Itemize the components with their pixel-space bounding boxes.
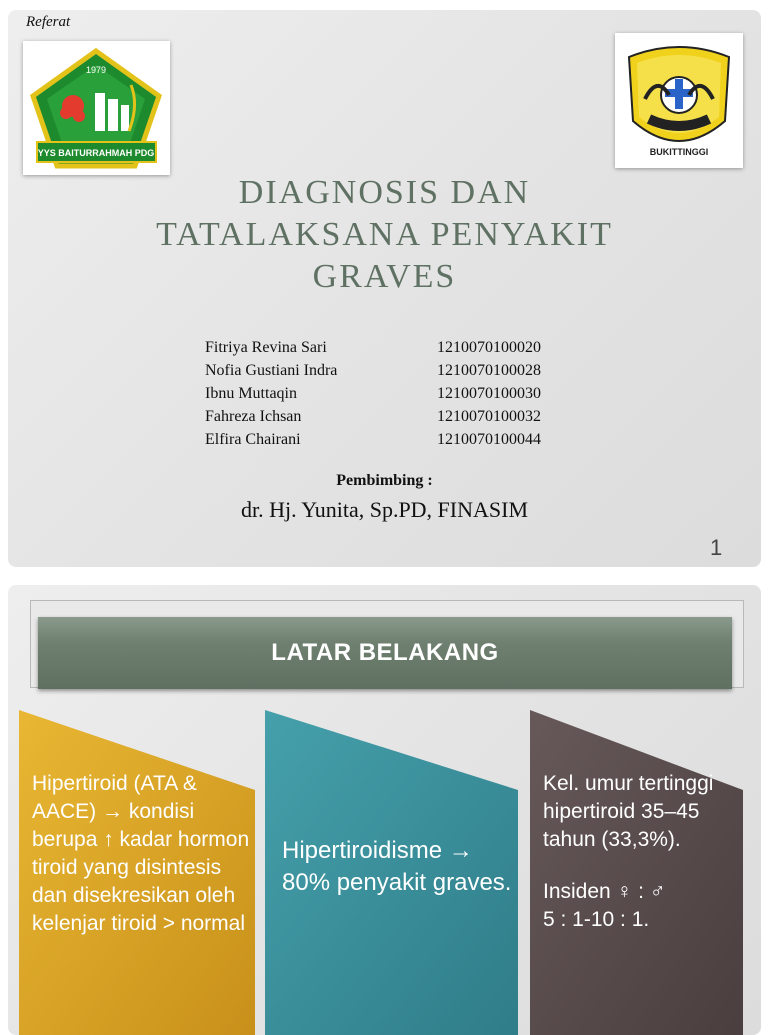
- svg-text:BUKITTINGGI: BUKITTINGGI: [649, 147, 709, 157]
- section-header: LATAR BELAKANG: [38, 617, 732, 689]
- title-line: GRAVES: [312, 258, 457, 295]
- author-name: Nofia Gustiani Indra: [205, 362, 338, 379]
- author-id: 1210070100030: [437, 385, 541, 402]
- epidemiology-box: [543, 770, 743, 934]
- page-number: 1: [710, 535, 723, 560]
- author-id: 1210070100032: [437, 408, 541, 425]
- age-group-text: Kel. umur tertinggi hipertiroid 35–45 tahun (33,3%).: [543, 772, 714, 851]
- author-list: [205, 336, 585, 451]
- author-name: Fitriya Revina Sari: [205, 339, 327, 356]
- title-slide: [8, 10, 761, 567]
- incidence-ratio: 5 : 1-10 : 1.: [543, 908, 650, 931]
- author-row: [205, 336, 585, 359]
- author-name: Elfira Chairani: [205, 431, 301, 448]
- graves-percentage: Hipertiroidisme → 80% penyakit graves.: [282, 837, 512, 896]
- title-line: TATALAKSANA PENYAKIT: [156, 216, 613, 253]
- slide-title: [8, 172, 761, 298]
- author-id: 1210070100044: [437, 431, 541, 448]
- svg-text:YYS BAITURRAHMAH PDG: YYS BAITURRAHMAH PDG: [37, 148, 155, 158]
- author-row: [205, 382, 585, 405]
- author-id: 1210070100028: [437, 362, 541, 379]
- hipertiroid-definition: Hipertiroid (ATA & AACE) → kondisi berupa ↑ kadar hormon tiroid yang disintesis dan disekresikan oleh kelenjar tiroid > normal: [32, 772, 250, 935]
- svg-text:1979: 1979: [85, 65, 107, 75]
- author-row: [205, 428, 585, 451]
- title-line: DIAGNOSIS DAN: [238, 174, 531, 211]
- author-row: [205, 359, 585, 382]
- pembimbing-label: Pembimbing :: [336, 472, 433, 489]
- referat-label: Referat: [26, 14, 71, 30]
- author-name: Ibnu Muttaqin: [205, 385, 297, 402]
- background-slide: [8, 585, 761, 1035]
- author-id: 1210070100020: [437, 339, 541, 356]
- baiturrahmah-logo: [23, 41, 170, 175]
- pembimbing-name: dr. Hj. Yunita, Sp.PD, FINASIM: [240, 497, 529, 522]
- author-row: [205, 405, 585, 428]
- incidence-label: Insiden ♀ : ♂: [543, 880, 666, 903]
- author-name: Fahreza Ichsan: [205, 408, 302, 425]
- rs-achmad-mochtar-logo: [615, 33, 743, 168]
